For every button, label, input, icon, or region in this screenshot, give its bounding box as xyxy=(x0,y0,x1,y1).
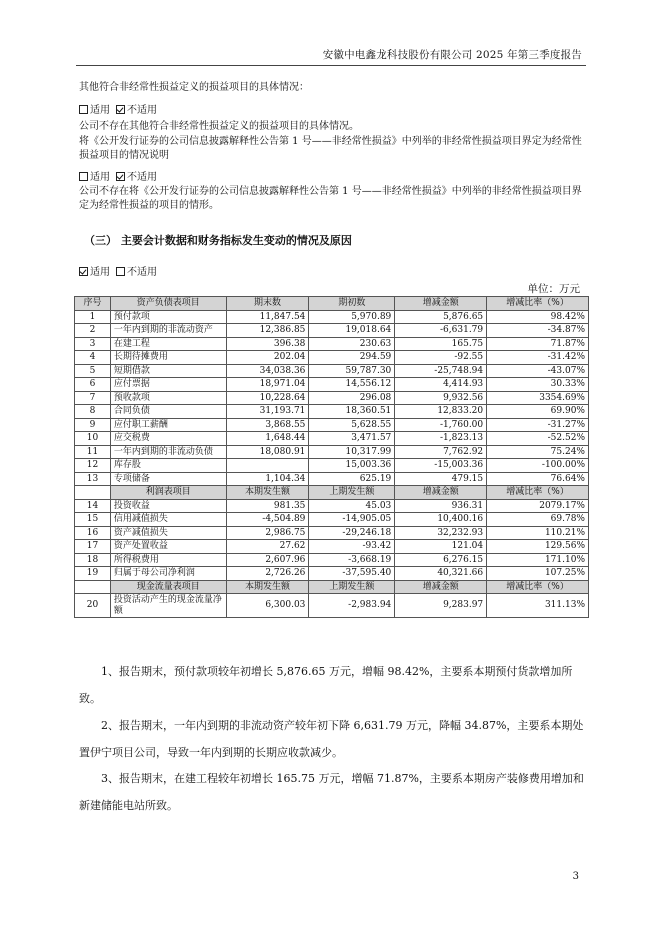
table-row xyxy=(75,594,589,618)
table-row xyxy=(75,418,589,432)
section-title-changes: （三） 主要会计数据和财务指标发生变动的情况及原因 xyxy=(84,234,352,247)
row-number: 8 xyxy=(75,405,111,419)
item-name: 所得税费用 xyxy=(110,553,226,567)
table-subheader-row xyxy=(75,486,589,500)
header-cell: 期初数 xyxy=(309,297,395,311)
table-row xyxy=(75,513,589,527)
value-cell: 2,726.26 xyxy=(226,567,309,581)
item-name: 应付职工薪酬 xyxy=(110,418,226,432)
value-cell: 1,648.44 xyxy=(226,432,309,446)
value-cell: -25,748.94 xyxy=(395,364,487,378)
value-cell: 69.90% xyxy=(487,405,589,419)
header-cell: 增减比率（%） xyxy=(487,297,589,311)
value-cell: 40,321.66 xyxy=(395,567,487,581)
table-row xyxy=(75,310,589,324)
table-row xyxy=(75,445,589,459)
value-cell: 18,971.04 xyxy=(226,378,309,392)
value-cell: 10,317.99 xyxy=(309,445,395,459)
value-cell: 12,833.20 xyxy=(395,405,487,419)
value-cell: 31,193.71 xyxy=(226,405,309,419)
unit-label: 单位：万元 xyxy=(527,283,580,295)
table-row xyxy=(75,405,589,419)
item-name: 预收款项 xyxy=(110,391,226,405)
header-cell: 序号 xyxy=(75,297,111,311)
header-cell: 增减金额 xyxy=(395,297,487,311)
value-cell: -37,595.40 xyxy=(309,567,395,581)
page-number: 3 xyxy=(572,871,579,882)
value-cell: 71.87% xyxy=(487,337,589,351)
row-number: 6 xyxy=(75,378,111,392)
header-cell: 本期发生额 xyxy=(226,486,309,500)
classification-statement: 公司不存在将《公开发行证券的公司信息披露解释性公告第 1 号——非经常性损益》中列举的非经常性损益项目界定为经常性损益的项目的情形。 xyxy=(79,186,582,211)
row-number: 2 xyxy=(75,324,111,338)
value-cell: -6,631.79 xyxy=(395,324,487,338)
header-cell: 增减比率（%） xyxy=(487,486,589,500)
note-paragraph-2: 2、报告期末，一年内到期的非流动资产较年初下降 6,631.79 万元，降幅 34.87%，主要系本期处置伊宁项目公司，导致一年内到期的长期应收款减少。 xyxy=(79,719,584,759)
blank-cell xyxy=(75,580,111,594)
item-name: 一年内到期的非流动资产 xyxy=(110,324,226,338)
value-cell: 6,300.03 xyxy=(226,594,309,618)
blank-cell xyxy=(75,486,111,500)
checkbox-not-applicable-icon xyxy=(116,267,125,276)
value-cell: 19,018.64 xyxy=(309,324,395,338)
item-name: 一年内到期的非流动负债 xyxy=(110,445,226,459)
row-number: 11 xyxy=(75,445,111,459)
item-name: 库存股 xyxy=(110,459,226,473)
value-cell: 11,847.54 xyxy=(226,310,309,324)
value-cell: -15,003.36 xyxy=(395,459,487,473)
item-name: 专项储备 xyxy=(110,472,226,486)
value-cell: 34,038.36 xyxy=(226,364,309,378)
header-cell: 本期发生额 xyxy=(226,580,309,594)
table-row xyxy=(75,432,589,446)
table-row xyxy=(75,351,589,365)
value-cell: 936.31 xyxy=(395,499,487,513)
value-cell: 2079.17% xyxy=(487,499,589,513)
value-cell: 5,876.65 xyxy=(395,310,487,324)
value-cell: -31.27% xyxy=(487,418,589,432)
row-number: 3 xyxy=(75,337,111,351)
row-number: 17 xyxy=(75,540,111,554)
header-cell: 增减金额 xyxy=(395,486,487,500)
item-name: 合同负债 xyxy=(110,405,226,419)
value-cell: 121.04 xyxy=(395,540,487,554)
label-not-applicable: 不适用 xyxy=(127,105,157,116)
table-subheader-row xyxy=(75,580,589,594)
value-cell: -2,983.94 xyxy=(309,594,395,618)
value-cell: -4,504.89 xyxy=(226,513,309,527)
item-name: 短期借款 xyxy=(110,364,226,378)
table-row xyxy=(75,459,589,473)
value-cell: 1,104.34 xyxy=(226,472,309,486)
value-cell: 202.04 xyxy=(226,351,309,365)
value-cell: 3,868.55 xyxy=(226,418,309,432)
table-row xyxy=(75,553,589,567)
value-cell: 10,400.16 xyxy=(395,513,487,527)
table-header-row xyxy=(75,297,589,311)
label-not-applicable: 不适用 xyxy=(127,267,157,278)
item-name: 投资活动产生的现金流量净额 xyxy=(110,594,226,618)
value-cell: -92.55 xyxy=(395,351,487,365)
table-row xyxy=(75,499,589,513)
value-cell: -3,668.19 xyxy=(309,553,395,567)
row-number: 20 xyxy=(75,594,111,618)
report-header-title: 安徽中电鑫龙科技股份有限公司 2025 年第三季度报告 xyxy=(322,49,582,61)
note-paragraph-1: 1、报告期末，预付款项较年初增长 5,876.65 万元，增幅 98.42%，主要系本期预付货款增加所致。 xyxy=(79,665,573,705)
item-name: 长期待摊费用 xyxy=(110,351,226,365)
value-cell: 129.56% xyxy=(487,540,589,554)
table-row xyxy=(75,364,589,378)
value-cell: -93.42 xyxy=(309,540,395,554)
label-applicable: 适用 xyxy=(90,105,110,116)
value-cell: 396.38 xyxy=(226,337,309,351)
table-row xyxy=(75,324,589,338)
row-number: 10 xyxy=(75,432,111,446)
table-row xyxy=(75,391,589,405)
header-cell: 现金流量表项目 xyxy=(110,580,226,594)
other-items-statement: 公司不存在其他符合非经常性损益定义的损益项目的具体情况。 xyxy=(79,121,359,132)
item-name: 投资收益 xyxy=(110,499,226,513)
value-cell: 311.13% xyxy=(487,594,589,618)
header-cell: 资产负债表项目 xyxy=(110,297,226,311)
row-number: 18 xyxy=(75,553,111,567)
table-row xyxy=(75,567,589,581)
row-number: 16 xyxy=(75,526,111,540)
value-cell: 32,232.93 xyxy=(395,526,487,540)
value-cell: 294.59 xyxy=(309,351,395,365)
value-cell: 76.64% xyxy=(487,472,589,486)
value-cell: 10,228.64 xyxy=(226,391,309,405)
value-cell: -1,760.00 xyxy=(395,418,487,432)
value-cell: 3354.69% xyxy=(487,391,589,405)
value-cell: 45.03 xyxy=(309,499,395,513)
value-cell: -31.42% xyxy=(487,351,589,365)
checkbox-applicable-icon xyxy=(79,172,88,181)
item-name: 在建工程 xyxy=(110,337,226,351)
checkbox-applicable-checked-icon xyxy=(79,267,88,276)
value-cell: 98.42% xyxy=(487,310,589,324)
value-cell: 479.15 xyxy=(395,472,487,486)
label-applicable: 适用 xyxy=(90,172,110,183)
value-cell: 59,787.30 xyxy=(309,364,395,378)
header-cell: 增减比率（%） xyxy=(487,580,589,594)
table-row xyxy=(75,526,589,540)
header-cell: 上期发生额 xyxy=(309,486,395,500)
table-row xyxy=(75,378,589,392)
value-cell: 18,360.51 xyxy=(309,405,395,419)
value-cell: -43.07% xyxy=(487,364,589,378)
checkbox-not-applicable-checked-icon xyxy=(116,172,125,181)
value-cell: 9,932.56 xyxy=(395,391,487,405)
label-not-applicable: 不适用 xyxy=(127,172,157,183)
value-cell: -52.52% xyxy=(487,432,589,446)
row-number: 12 xyxy=(75,459,111,473)
value-cell: 18,080.91 xyxy=(226,445,309,459)
row-number: 4 xyxy=(75,351,111,365)
value-cell: 4,414.93 xyxy=(395,378,487,392)
value-cell: 15,003.36 xyxy=(309,459,395,473)
value-cell: 6,276.15 xyxy=(395,553,487,567)
item-name: 资产减值损失 xyxy=(110,526,226,540)
value-cell: -1,823.13 xyxy=(395,432,487,446)
value-cell: 9,283.97 xyxy=(395,594,487,618)
table-row xyxy=(75,472,589,486)
value-cell: 296.08 xyxy=(309,391,395,405)
value-cell: 5,970.89 xyxy=(309,310,395,324)
checkbox-row-2 xyxy=(79,168,157,183)
value-cell: -34.87% xyxy=(487,324,589,338)
value-cell: 981.35 xyxy=(226,499,309,513)
value-cell: 12,386.85 xyxy=(226,324,309,338)
table-row xyxy=(75,540,589,554)
header-cell: 增减金额 xyxy=(395,580,487,594)
checkbox-applicable-icon xyxy=(79,105,88,114)
value-cell: 3,471.57 xyxy=(309,432,395,446)
header-cell: 上期发生额 xyxy=(309,580,395,594)
row-number: 13 xyxy=(75,472,111,486)
other-items-intro: 其他符合非经常性损益定义的损益项目的具体情况： xyxy=(79,82,309,93)
label-applicable: 适用 xyxy=(90,267,110,278)
item-name: 归属于母公司净利润 xyxy=(110,567,226,581)
value-cell: 107.25% xyxy=(487,567,589,581)
value-cell: 2,607.96 xyxy=(226,553,309,567)
item-name: 信用减值损失 xyxy=(110,513,226,527)
row-number: 5 xyxy=(75,364,111,378)
note-paragraph-3: 3、报告期末，在建工程较年初增长 165.75 万元，增幅 71.87%，主要系本期房产装修费用增加和新建储能电站所致。 xyxy=(79,772,584,812)
checkbox-not-applicable-checked-icon xyxy=(116,105,125,114)
classification-intro: 将《公开发行证券的公司信息披露解释性公告第 1 号——非经常性损益》中列举的非经常性损益项目界定为经常性损益项目的情况说明 xyxy=(79,136,582,161)
value-cell: 14,556.12 xyxy=(309,378,395,392)
value-cell: 30.33% xyxy=(487,378,589,392)
value-cell: 75.24% xyxy=(487,445,589,459)
header-divider xyxy=(76,65,586,66)
value-cell: 5,628.55 xyxy=(309,418,395,432)
checkbox-row-1 xyxy=(79,101,157,116)
item-name: 应付票据 xyxy=(110,378,226,392)
value-cell: 69.78% xyxy=(487,513,589,527)
row-number: 9 xyxy=(75,418,111,432)
value-cell: 165.75 xyxy=(395,337,487,351)
value-cell: 171.10% xyxy=(487,553,589,567)
header-cell: 期末数 xyxy=(226,297,309,311)
row-number: 7 xyxy=(75,391,111,405)
table-row xyxy=(75,337,589,351)
value-cell: 625.19 xyxy=(309,472,395,486)
value-cell: -14,905.05 xyxy=(309,513,395,527)
value-cell: 110.21% xyxy=(487,526,589,540)
checkbox-row-3 xyxy=(79,263,157,278)
financial-changes-table xyxy=(74,296,589,618)
value-cell: 230.63 xyxy=(309,337,395,351)
row-number: 1 xyxy=(75,310,111,324)
value-cell: 2,986.75 xyxy=(226,526,309,540)
value-cell: -29,246.18 xyxy=(309,526,395,540)
header-cell: 利润表项目 xyxy=(110,486,226,500)
value-cell: 7,762.92 xyxy=(395,445,487,459)
item-name: 预付款项 xyxy=(110,310,226,324)
item-name: 应交税费 xyxy=(110,432,226,446)
row-number: 14 xyxy=(75,499,111,513)
value-cell: -100.00% xyxy=(487,459,589,473)
value-cell xyxy=(226,459,309,473)
item-name: 资产处置收益 xyxy=(110,540,226,554)
row-number: 19 xyxy=(75,567,111,581)
value-cell: 27.62 xyxy=(226,540,309,554)
row-number: 15 xyxy=(75,513,111,527)
